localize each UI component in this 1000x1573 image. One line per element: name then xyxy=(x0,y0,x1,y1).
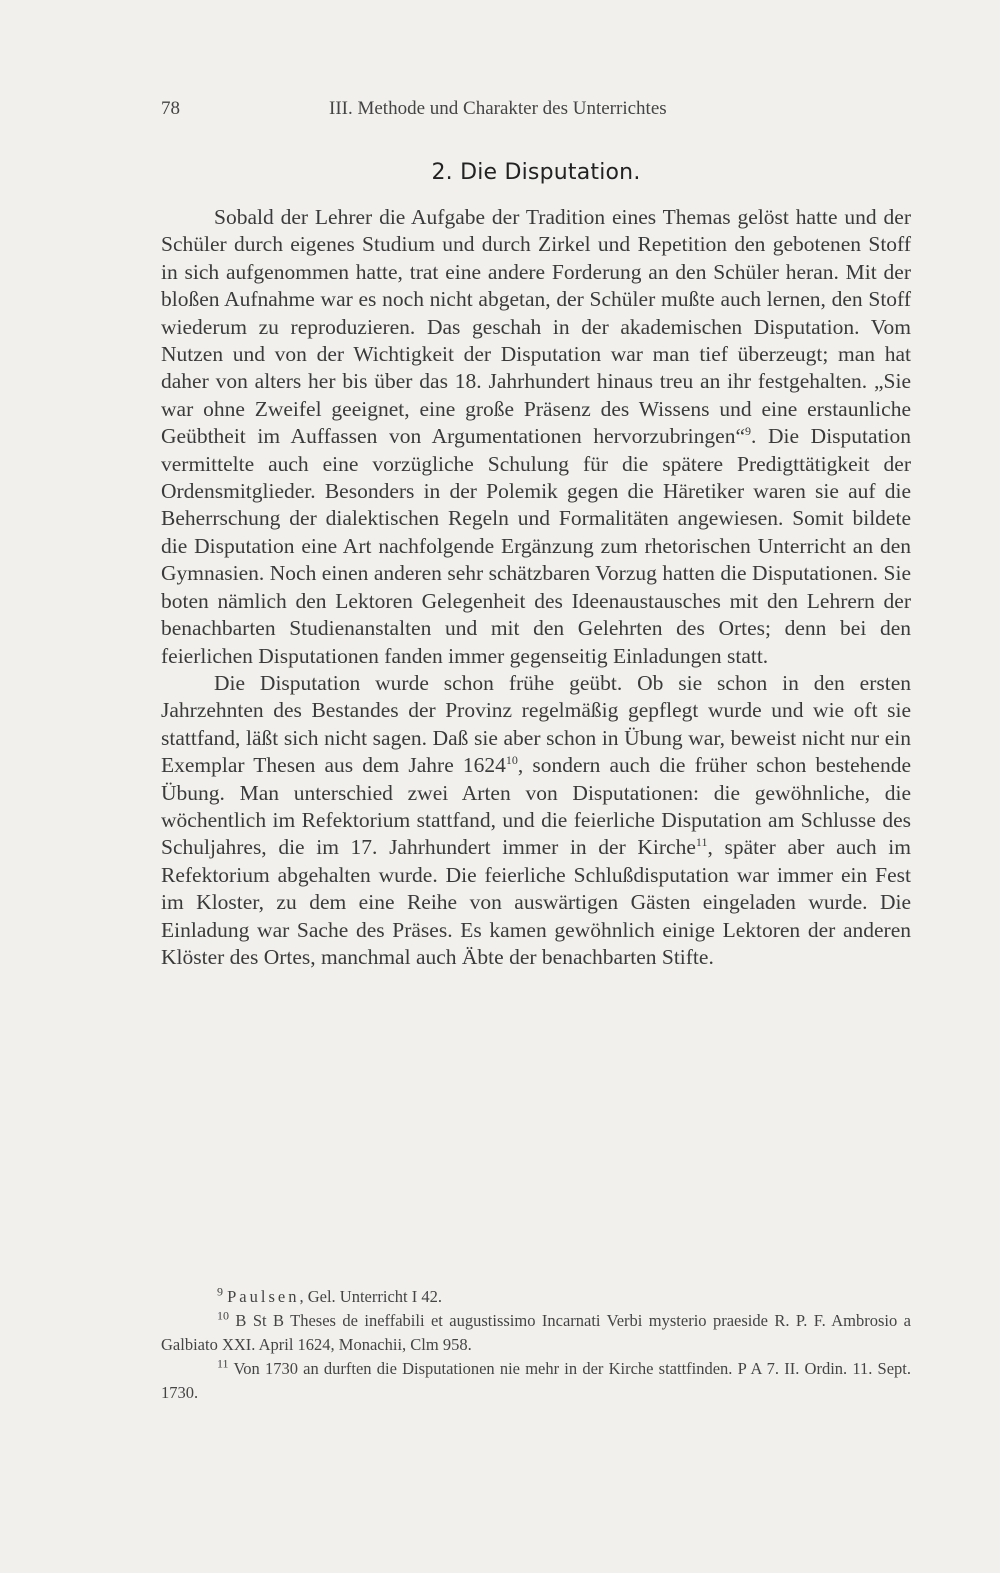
paragraph-2-part-c: , später aber auch im Refektorium abgehalten wurde. Die feierliche Schlußdisputation war immer ein Fest im Kloster, zu dem eine Reihe von auswärtigen Gästen eingeladen wurde. Die Einladung war Sache des Präses. Es kamen gewöhnlich einige Lektoren der anderen Klöster des Ortes, manchmal auch Äbte der benachbarten Stifte. xyxy=(161,835,911,969)
footnote-ref-10: 10 xyxy=(505,752,518,767)
footnote-text: B St B Theses de ineffabili et augustissimo Incarnati Verbi mysterio praeside R. P. F. Ambrosio a Galbiato XXI. April 1624, Monachii, Clm 958. xyxy=(161,1311,911,1354)
paragraph-1 xyxy=(161,204,911,670)
running-head xyxy=(161,98,911,124)
footnote-10 xyxy=(161,1309,911,1357)
footnote-9 xyxy=(161,1285,911,1309)
footnote-text: , Gel. Unterricht I 42. xyxy=(299,1287,442,1306)
paragraph-1-part-a: Sobald der Lehrer die Aufgabe der Tradition eines Themas gelöst hatte und der Schüler durch eigenes Studium und durch Zirkel und Repetition den gebotenen Stoff in sich aufgenommen hatte, trat eine andere Forderung an den Schüler heran. Mit der bloßen Aufnahme war es noch nicht abgetan, der Schüler mußte auch lernen, den Stoff wiederum zu reproduzieren. Das geschah in der akademischen Disputation. Vom Nutzen und von der Wichtigkeit der Disputation war man tief überzeugt; man hat daher von alters her bis über das 18. Jahrhundert hinaus treu an ihr festgehalten. „Sie war ohne Zweifel geeignet, eine große Präsenz des Wissens und eine erstaunliche Geübtheit im Auffassen von Argumentationen hervorzubringen“ xyxy=(161,205,911,449)
footnote-author: Paulsen xyxy=(227,1287,300,1306)
running-title: III. Methode und Charakter des Unterrichtes xyxy=(329,98,667,119)
footnote-mark: 9 xyxy=(217,1284,223,1299)
paragraph-2-part-b: , sondern auch die früher schon bestehende Übung. Man unterschied zwei Arten von Disputationen: die gewöhnliche, die wöchentlich im Refektorium stattfand, und die feierliche Disputation am Schlusse des Schuljahres, die im 17. Jahrhundert immer in der Kirche xyxy=(161,753,911,860)
paragraph-2 xyxy=(161,670,911,971)
footnote-ref-11: 11 xyxy=(695,835,708,850)
paragraph-1-part-b: . Die Disputation vermittelte auch eine vorzügliche Schulung für die spätere Predigttätigkeit der Ordensmitglieder. Besonders in der Polemik gegen die Häretiker waren sie auf die Beherrschung der dialektischen Regeln und Formalitäten angewiesen. Somit bildete die Disputation eine Art nachfolgende Ergänzung zum rhetorischen Unterricht an den Gymnasien. Noch einen anderen sehr schätzbaren Vorzug hatten die Disputationen. Sie boten nämlich den Lektoren Gelegenheit des Ideenaustausches mit den Lehrern der benachbarten Studienanstalten und mit den Gelehrten des Ortes; denn bei den feierlichen Disputationen fanden immer gegenseitig Einladungen statt. xyxy=(161,424,912,668)
footnote-11 xyxy=(161,1357,911,1405)
footnote-mark: 10 xyxy=(217,1308,229,1323)
footnote-ref-9: 9 xyxy=(745,424,751,439)
footnotes xyxy=(161,1285,911,1405)
paragraph-2-part-a: Die Disputation wurde schon frühe geübt. Ob sie schon in den ersten Jahrzehnten des Bestandes der Provinz regelmäßig gepflegt wurde und wie oft sie stattfand, läßt sich nicht sagen. Daß sie aber schon in Übung war, beweist nicht nur ein Exemplar Thesen aus dem Jahre 1624 xyxy=(161,670,911,778)
body-text xyxy=(161,204,911,971)
footnote-text: Von 1730 an durften die Disputationen nie mehr in der Kirche stattfinden. P A 7. II. Ordin. 11. Sept. 1730. xyxy=(161,1359,912,1402)
footnote-mark: 11 xyxy=(217,1356,229,1371)
page-number: 78 xyxy=(161,98,180,119)
section-title: 2. Die Disputation. xyxy=(431,160,641,185)
